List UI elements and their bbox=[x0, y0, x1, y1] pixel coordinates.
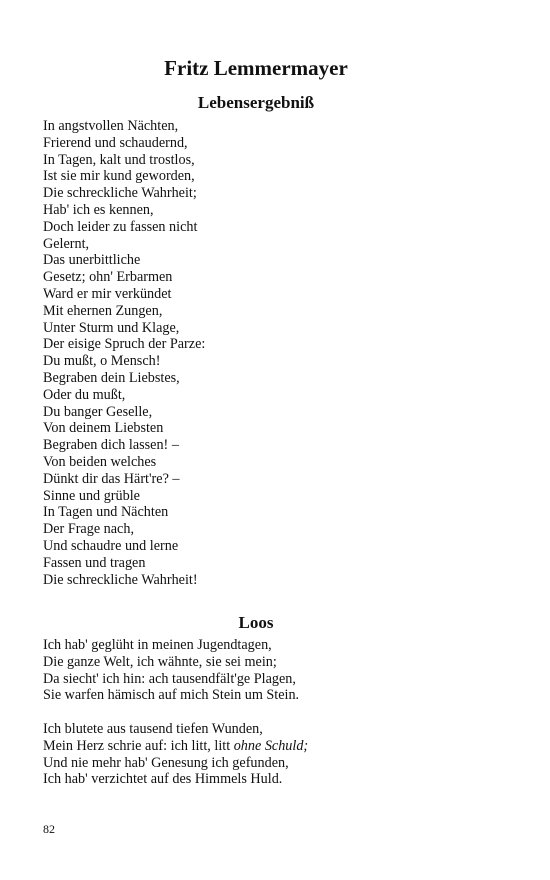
poem-line: Das unerbittliche bbox=[43, 252, 141, 269]
poem-line: Die ganze Welt, ich wähnte, sie sei mein; bbox=[43, 653, 277, 670]
poem-line: Sie warfen hämisch auf mich Stein um Stein. bbox=[43, 687, 300, 704]
poem-line: Da siecht' ich hin: ach tausendfält'ge Plagen, bbox=[43, 670, 296, 687]
poem-line: Die schreckliche Wahrheit; bbox=[43, 185, 197, 202]
poem-line: Gesetz; ohn' Erbarmen bbox=[43, 269, 173, 286]
poem-line: Begraben dich lassen! – bbox=[43, 437, 179, 454]
poem-line: Mit ehernen Zungen, bbox=[43, 302, 163, 319]
poem-line: Ward er mir verkündet bbox=[43, 285, 172, 302]
italic-emphasis: ohne Schuld; bbox=[233, 737, 309, 754]
poem-line: Hab' ich es kennen, bbox=[43, 201, 154, 218]
poem-line: Die schreckliche Wahrheit! bbox=[43, 571, 198, 588]
poem-line: Dünkt dir das Härt're? – bbox=[43, 470, 180, 487]
poem-line: Ich blutete aus tausend tiefen Wunden, bbox=[43, 720, 263, 737]
poem-line: Von deinem Liebsten bbox=[43, 420, 164, 437]
stanza-break bbox=[43, 704, 503, 721]
poem-line-text: Mein Herz schrie auf: ich litt, litt bbox=[43, 737, 234, 754]
poem-line: Der eisige Spruch der Parze: bbox=[43, 336, 206, 353]
poem-line: Und schaudre und lerne bbox=[43, 537, 179, 554]
poem-title-lebensergebniss: Lebensergebniß bbox=[197, 93, 315, 112]
poem-line: In Tagen, kalt und trostlos, bbox=[43, 151, 195, 168]
poem-body-loos bbox=[43, 637, 503, 788]
poem-line: Ich hab' geglüht in meinen Jugendtagen, bbox=[43, 637, 272, 653]
poem-line: Du banger Geselle, bbox=[43, 403, 153, 420]
poem-title-loos: Loos bbox=[238, 613, 274, 632]
author-name: Fritz Lemmermayer bbox=[164, 56, 348, 80]
poem-line: Ist sie mir kund geworden, bbox=[43, 168, 195, 185]
poem-line: In angstvollen Nächten, bbox=[43, 118, 179, 134]
poem-line: Der Frage nach, bbox=[43, 521, 134, 538]
poem-line: Doch leider zu fassen nicht bbox=[43, 218, 198, 235]
poem-line: Oder du mußt, bbox=[43, 386, 126, 403]
poem-line: Du mußt, o Mensch! bbox=[43, 353, 161, 370]
poem-line: Frierend und schaudernd, bbox=[43, 134, 188, 151]
page-number: 82 bbox=[43, 822, 55, 836]
poem-line-with-emphasis bbox=[43, 738, 503, 755]
poem-line: Und nie mehr hab' Genesung ich gefunden, bbox=[43, 754, 289, 771]
poem-line: Unter Sturm und Klage, bbox=[43, 319, 180, 336]
poem-line: Ich hab' verzichtet auf des Himmels Huld. bbox=[43, 771, 283, 788]
poem-line: Begraben dein Liebstes, bbox=[43, 369, 180, 386]
poem-body-lebensergebniss bbox=[43, 118, 503, 588]
poem-line: Gelernt, bbox=[43, 235, 90, 252]
poem-line: Sinne und grüble bbox=[43, 487, 140, 504]
poem-line: In Tagen und Nächten bbox=[43, 504, 169, 521]
poem-line: Fassen und tragen bbox=[43, 554, 146, 571]
poem-line: Von beiden welches bbox=[43, 453, 157, 470]
